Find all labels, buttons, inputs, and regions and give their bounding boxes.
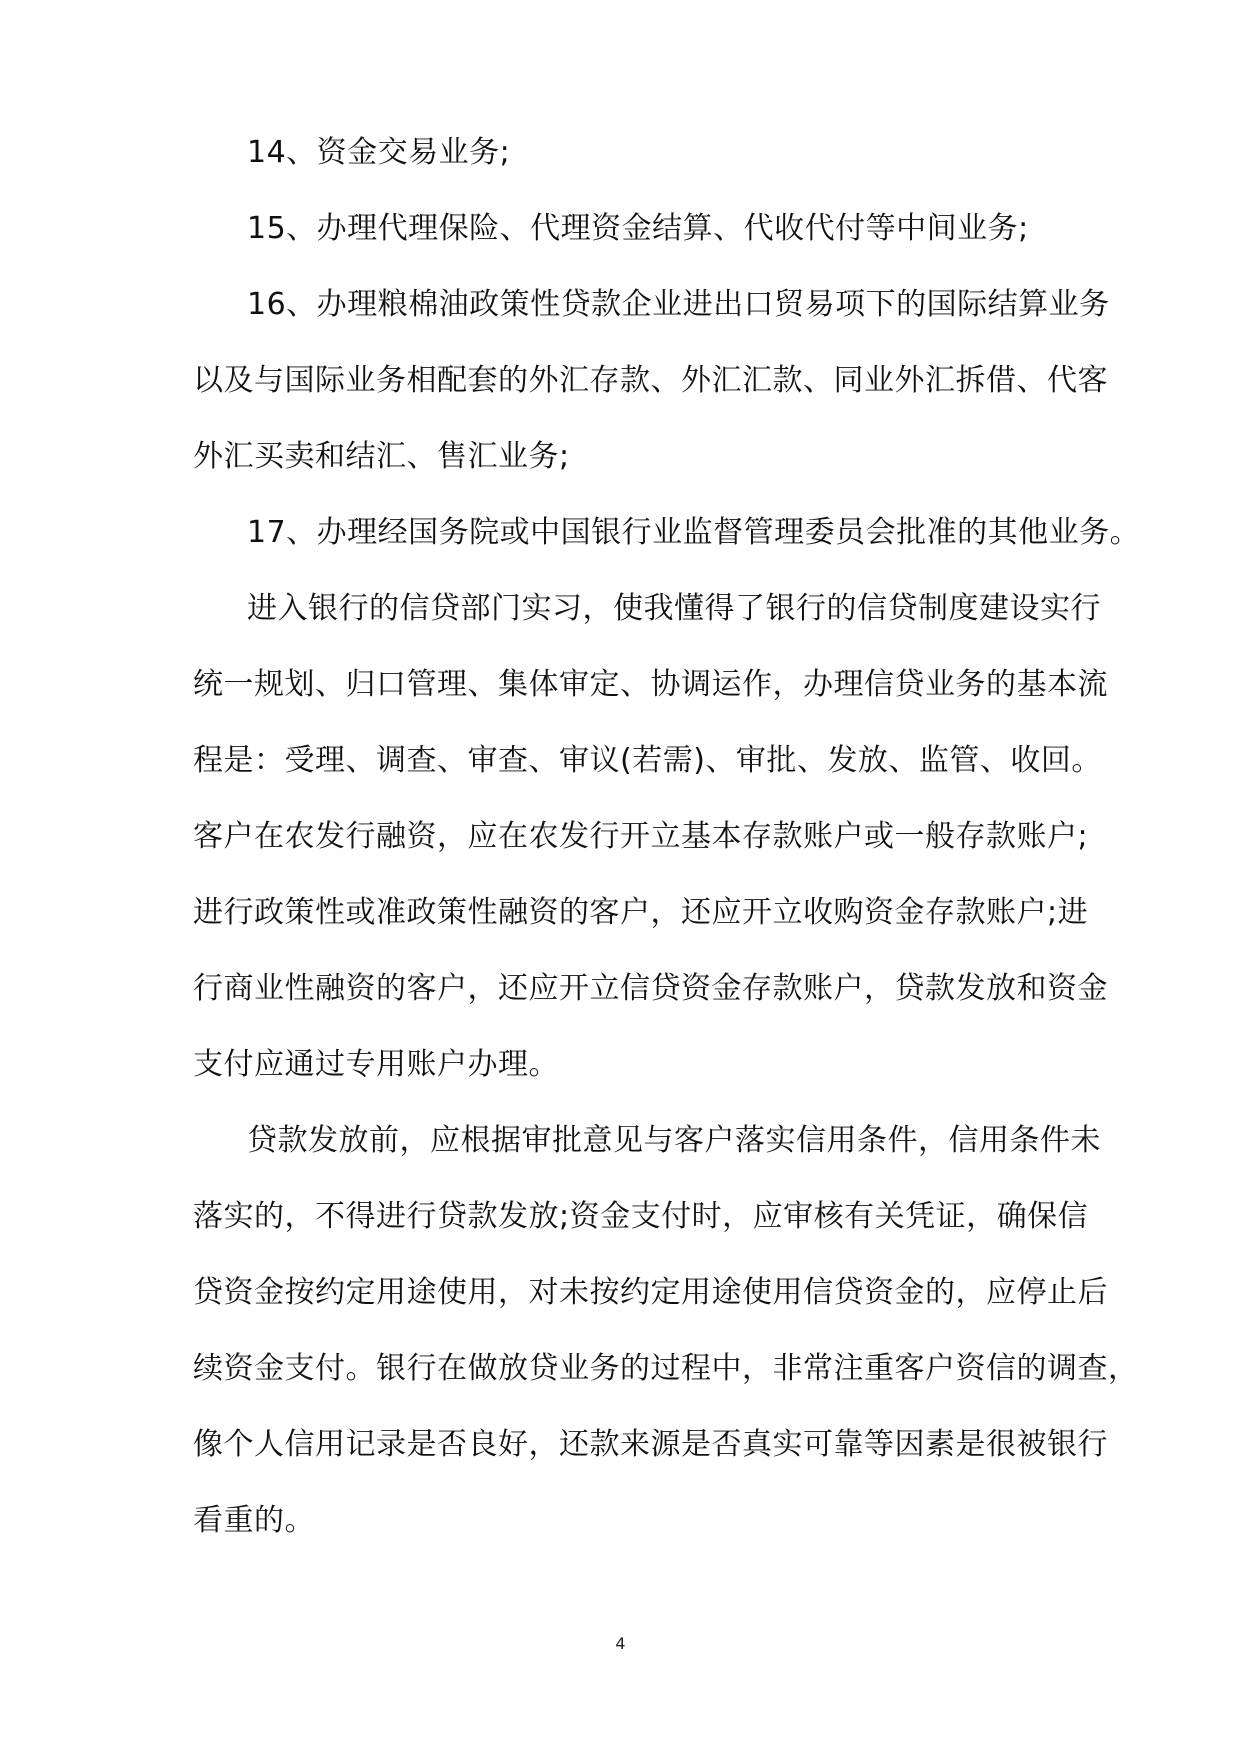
paragraph-credit-line-5: 进行政策性或准政策性融资的客户，还应开立收购资金存款账户;进 [193,895,1089,930]
list-item-14: 14、资金交易业务; [247,135,511,170]
paragraph-loan-line-5: 像个人信用记录是否良好，还款来源是否真实可靠等因素是很被银行 [193,1427,1108,1462]
list-item-16-line-3: 外汇买卖和结汇、售汇业务; [193,439,570,474]
paragraph-loan-line-4: 续资金支付。银行在做放贷业务的过程中，非常注重客户资信的调查， [193,1351,1139,1386]
paragraph-loan-line-2: 落实的，不得进行贷款发放;资金支付时，应审核有关凭证，确保信 [193,1199,1089,1234]
paragraph-credit-line-6: 行商业性融资的客户，还应开立信贷资金存款账户，贷款发放和资金 [193,971,1108,1006]
paragraph-credit-line-4: 客户在农发行融资，应在农发行开立基本存款账户或一般存款账户; [193,819,1089,854]
paragraph-credit-line-7: 支付应通过专用账户办理。 [193,1047,559,1082]
paragraph-loan-line-6: 看重的。 [193,1503,315,1538]
paragraph-credit-line-2: 统一规划、归口管理、集体审定、协调运作，办理信贷业务的基本流 [193,667,1108,702]
list-item-16-line-2: 以及与国际业务相配套的外汇存款、外汇汇款、同业外汇拆借、代客 [193,363,1108,398]
paragraph-loan-line-3: 贷资金按约定用途使用，对未按约定用途使用信贷资金的，应停止后 [193,1275,1108,1310]
paragraph-credit-line-3: 程是：受理、调查、审查、审议(若需)、审批、发放、监管、收回。 [193,743,1102,778]
list-item-15: 15、办理代理保险、代理资金结算、代收代付等中间业务; [247,211,1029,246]
paragraph-loan-line-1: 贷款发放前，应根据审批意见与客户落实信用条件，信用条件未 [247,1123,1101,1158]
list-item-17: 17、办理经国务院或中国银行业监督管理委员会批准的其他业务。 [247,515,1141,550]
list-item-16-line-1: 16、办理粮棉油政策性贷款企业进出口贸易项下的国际结算业务 [247,287,1110,322]
page-number: 4 [615,1634,626,1653]
paragraph-credit-line-1: 进入银行的信贷部门实习，使我懂得了银行的信贷制度建设实行 [247,591,1101,626]
